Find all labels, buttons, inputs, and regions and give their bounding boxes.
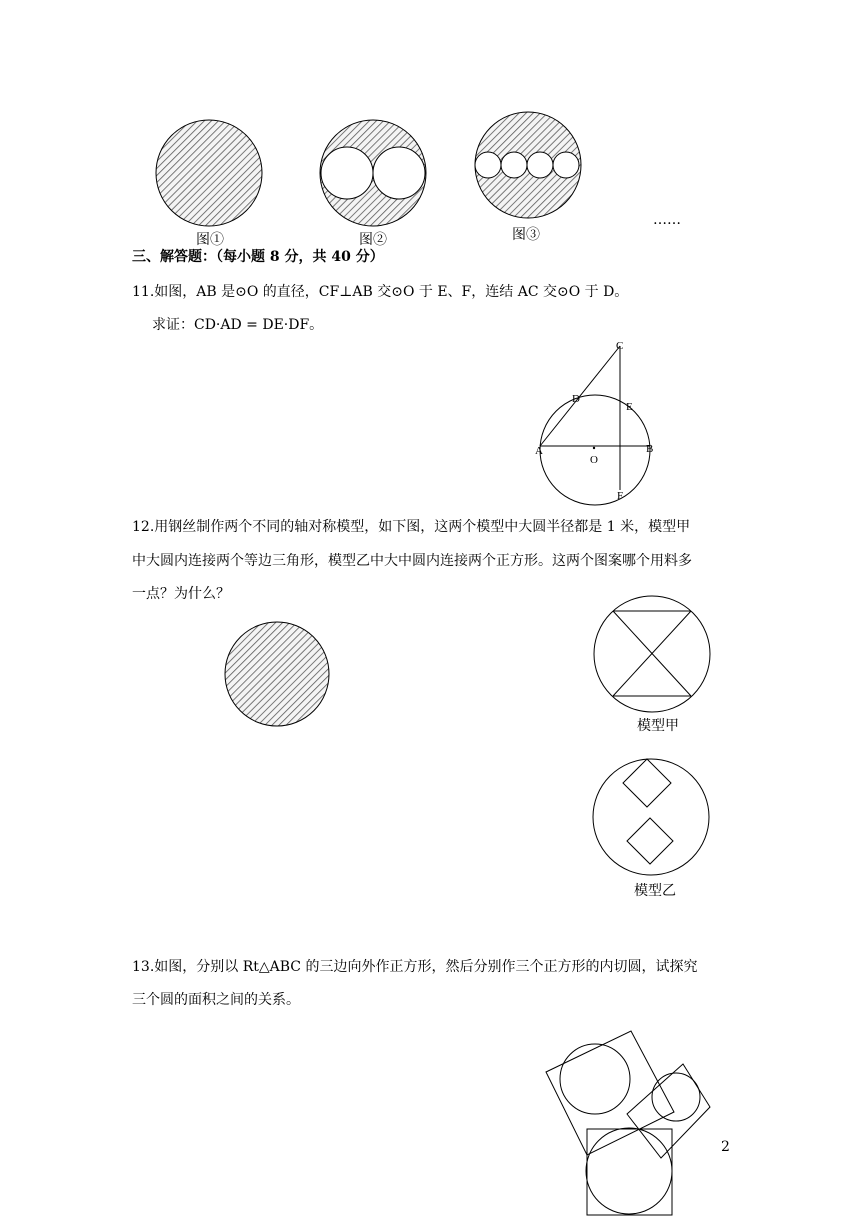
label-A: A	[535, 445, 543, 457]
figure-model-b	[591, 757, 713, 879]
figure-2	[315, 118, 435, 228]
label-D: D	[572, 393, 580, 405]
label-B: B	[646, 443, 654, 455]
page-number: 2	[721, 1139, 730, 1155]
question-11-text: 11.如图，AB 是⊙O 的直径，CF⊥AB 交⊙O 于 E、F，连结 AC 交⊙O 于 D。	[132, 284, 629, 300]
ellipsis: ……	[653, 212, 681, 228]
label-F: F	[617, 490, 624, 502]
label-O: O	[590, 454, 598, 466]
figure-1	[150, 118, 270, 228]
figure-3	[470, 112, 590, 222]
question-12-line-3: 一点？为什么？	[132, 586, 230, 602]
question-12-line-1: 12.用钢丝制作两个不同的轴对称模型，如下图，这两个模型中大圆半径都是 1 米，模型甲	[132, 519, 691, 535]
label-E: E	[626, 401, 633, 413]
figure-q12-hatched-circle	[222, 619, 334, 731]
question-13-line-1: 13.如图，分别以 Rt△ABC 的三边向外作正方形，然后分别作三个正方形的内切圆，试探究	[132, 959, 698, 975]
figure-2-caption: 图②	[359, 232, 387, 248]
figure-q11	[530, 338, 670, 508]
figure-model-a	[592, 594, 714, 716]
question-13-line-2: 三个圆的面积之间的关系。	[132, 992, 300, 1008]
section-header: 三、解答题：（每小题 8 分，共 40 分）	[132, 249, 384, 265]
figure-3-caption: 图③	[512, 227, 540, 243]
question-12-line-2: 中大圆内连接两个等边三角形，模型乙中大中圆内连接两个正方形。这两个图案哪个用料多	[132, 553, 692, 569]
model-a-caption: 模型甲	[637, 718, 679, 734]
label-C: C	[616, 340, 624, 352]
model-b-caption: 模型乙	[634, 883, 676, 899]
figure-q13	[540, 1028, 720, 1216]
question-11-proof: 求证：CD·AD = DE·DF。	[152, 317, 324, 333]
figure-1-caption: 图①	[196, 232, 224, 248]
